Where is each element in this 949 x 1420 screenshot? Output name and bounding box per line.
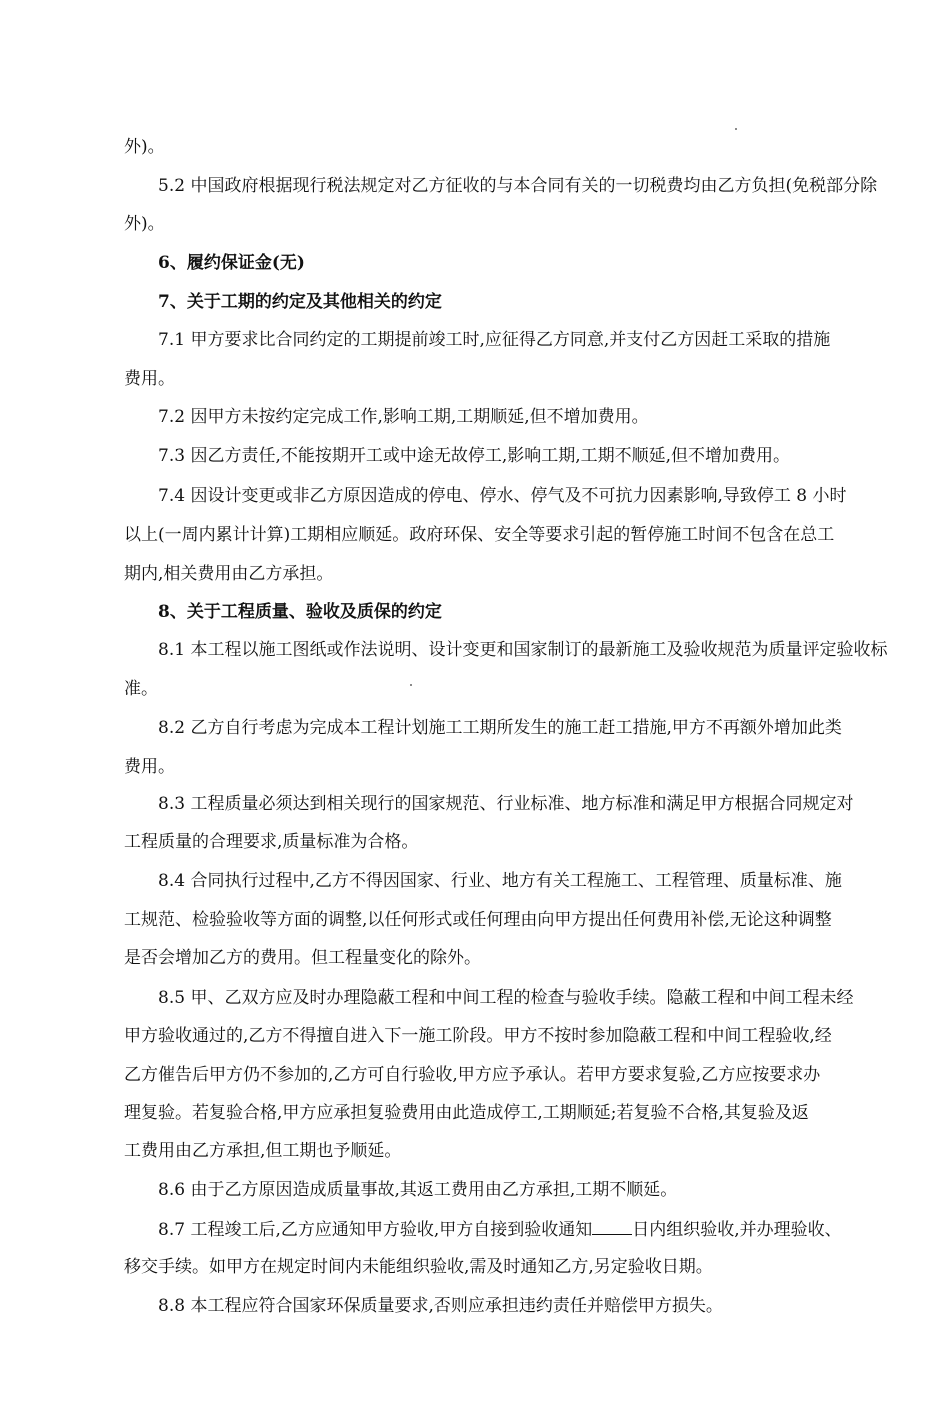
- text-line: 费用。: [124, 369, 175, 389]
- section-heading: 8、关于工程质量、验收及质保的约定: [158, 602, 442, 622]
- text-line: 8.6 由于乙方原因造成质量事故,其返工费用由乙方承担,工期不顺延。: [158, 1180, 678, 1200]
- section-heading: 7、关于工期的约定及其他相关的约定: [158, 292, 442, 312]
- text-line: 7.1 甲方要求比合同约定的工期提前竣工时,应征得乙方同意,并支付乙方因赶工采取的措施: [158, 330, 831, 350]
- text-line: 8.4 合同执行过程中,乙方不得因国家、行业、地方有关工程施工、工程管理、质量标准、施: [158, 871, 842, 891]
- scan-speck: [735, 128, 737, 130]
- text-line: 工规范、检验验收等方面的调整,以任何形式或任何理由向甲方提出任何费用补偿,无论这种调整: [124, 910, 832, 930]
- text-segment: 日内组织验收,并办理验收、: [632, 1220, 842, 1240]
- text-line-8-7: [158, 1218, 842, 1241]
- text-line: 乙方催告后甲方仍不参加的,乙方可自行验收,甲方应予承认。若甲方要求复验,乙方应按要求办: [124, 1065, 821, 1085]
- text-line: 以上(一周内累计计算)工期相应顺延。政府环保、安全等要求引起的暂停施工时间不包含在总工: [124, 525, 835, 545]
- text-line: 8.1 本工程以施工图纸或作法说明、设计变更和国家制订的最新施工及验收规范为质量评定验收标: [158, 640, 888, 660]
- text-line: 7.2 因甲方未按约定完成工作,影响工期,工期顺延,但不增加费用。: [158, 407, 649, 427]
- text-line: 准。: [124, 679, 158, 699]
- text-line: 7.3 因乙方责任,不能按期开工或中途无故停工,影响工期,工期不顺延,但不增加费用。: [158, 446, 791, 466]
- text-line: 8.3 工程质量必须达到相关现行的国家规范、行业标准、地方标准和满足甲方根据合同规定对: [158, 794, 854, 814]
- text-line: 8.2 乙方自行考虑为完成本工程计划施工工期所发生的施工赶工措施,甲方不再额外增加此类: [158, 718, 842, 738]
- text-line: 8.5 甲、乙双方应及时办理隐蔽工程和中间工程的检查与验收手续。隐蔽工程和中间工程未经: [158, 988, 854, 1008]
- text-line: 工费用由乙方承担,但工期也予顺延。: [124, 1141, 402, 1161]
- text-line: 外)。: [124, 214, 165, 234]
- section-heading: 6、履约保证金(无): [158, 253, 305, 273]
- text-line: 移交手续。如甲方在规定时间内未能组织验收,需及时通知乙方,另定验收日期。: [124, 1257, 713, 1277]
- text-line: 外)。: [124, 137, 165, 157]
- text-line: 8.8 本工程应符合国家环保质量要求,否则应承担违约责任并赔偿甲方损失。: [158, 1296, 723, 1316]
- text-line: 期内,相关费用由乙方承担。: [124, 564, 334, 584]
- fill-in-blank: [592, 1218, 632, 1235]
- text-line: 7.4 因设计变更或非乙方原因造成的停电、停水、停气及不可抗力因素影响,导致停工 8 小时: [158, 486, 847, 506]
- text-line: 理复验。若复验合格,甲方应承担复验费用由此造成停工,工期顺延;若复验不合格,其复验及返: [124, 1103, 809, 1123]
- text-line: 是否会增加乙方的费用。但工程量变化的除外。: [124, 948, 481, 968]
- text-line: 5.2 中国政府根据现行税法规定对乙方征收的与本合同有关的一切税费均由乙方负担(免税部分除: [158, 176, 878, 196]
- text-line: 费用。: [124, 757, 175, 777]
- scan-speck: [410, 684, 412, 686]
- text-line: 甲方验收通过的,乙方不得擅自进入下一施工阶段。甲方不按时参加隐蔽工程和中间工程验收,经: [124, 1026, 832, 1046]
- text-line: 工程质量的合理要求,质量标准为合格。: [124, 832, 419, 852]
- text-segment: 8.7 工程竣工后,乙方应通知甲方验收,甲方自接到验收通知: [158, 1220, 593, 1240]
